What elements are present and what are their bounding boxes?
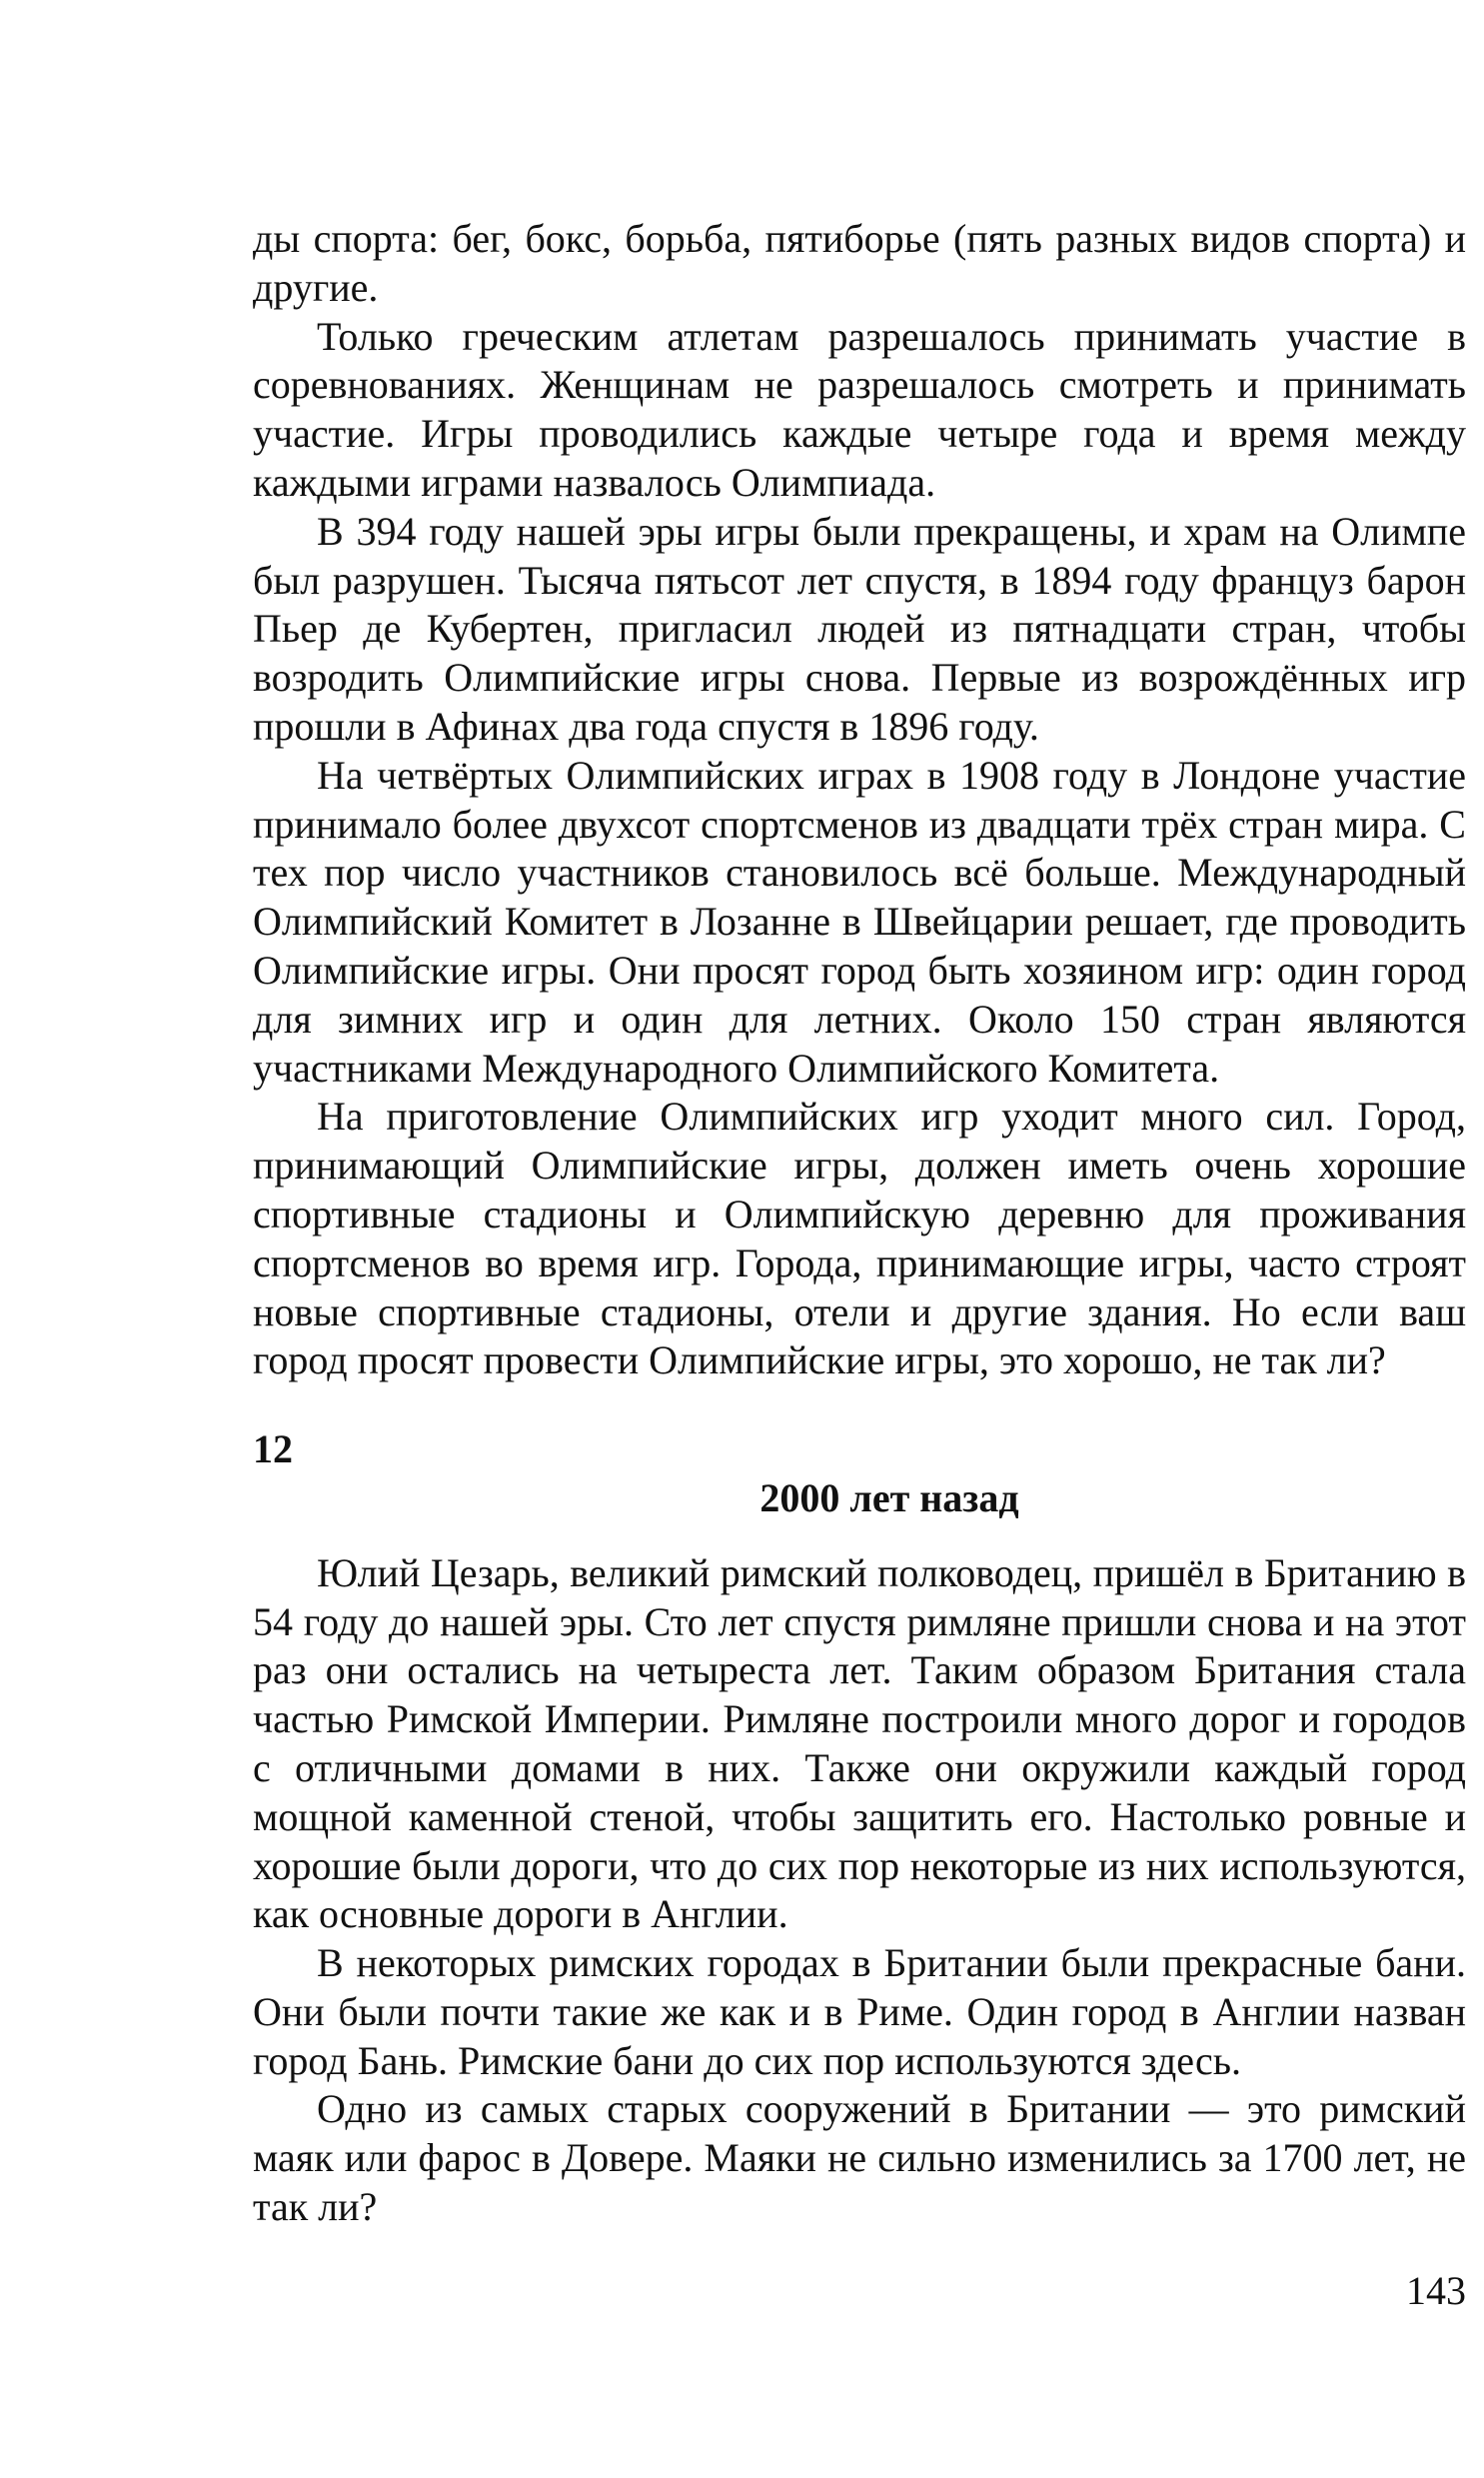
paragraph-greek-athletes: Только греческим атлетам разрешалось принимать участие в соревнованиях. Женщинам не разрешалось смотреть и принимать участие. Игры проводились каждые четыре года и время между каждыми играми назвалось Олимпиада. (253, 313, 1466, 505)
section-number: 12 (253, 1426, 293, 1472)
paragraph-lighthouse: Одно из самых старых сооружений в Британии — это римский маяк или фарос в Довере. Маяки не сильно изменились за 1700 лет, не так ли? (253, 2086, 1466, 2230)
page-number: 143 (1406, 2268, 1466, 2313)
paragraph-baths: В некоторых римских городах в Британии были прекрасные бани. Они были почти такие же как и в Риме. Один город в Англии назван город Бань. Римские бани до сих пор используются здесь. (253, 1940, 1466, 2083)
paragraph-caesar: Юлий Цезарь, великий римский полководец, пришёл в Британию в 54 году до нашей эры. Сто лет спустя римляне пришли снова и на этот раз они остались на четыреста лет. Таким образом Британия стала частью Римской Империи. Римляне построили много дорог и городов с отличными домами в них. Также они окружили каждый город мощной каменной стеной, чтобы защитить его. Настолько ровные и хорошие были дороги, что до сих пор некоторые из них используются, как основные дороги в Англии. (253, 1549, 1466, 1937)
paragraph-revival: В 394 году нашей эры игры были прекращены, и храм на Олимпе был разрушен. Тысяча пятьсот лет спустя, в 1894 году француз барон Пьер де Кубертен, пригласил людей из пятнадцати стран, чтобы возродить Олимпийские игры снова. Первые из возрождённых игр прошли в Афинах два года спустя в 1896 году. (253, 508, 1466, 749)
paragraph-continuation: ды спорта: бег, бокс, борьба, пятиборье (пять разных видов спорта) и другие. (253, 216, 1466, 310)
paragraph-preparation: На приготовление Олимпийских игр уходит много сил. Город, принимающий Олимпийские игры, должен иметь очень хорошие спортивные стадионы и Олимпийскую деревню для проживания спортсменов во время игр. Города, принимающие игры, часто строят новые спортивные стадионы, отели и другие здания. Но если ваш город просят провести Олимпийские игры, это хорошо, не так ли? (253, 1094, 1466, 1383)
page-body (253, 215, 1466, 2232)
paragraph-ioc: На четвёртых Олимпийских играх в 1908 году в Лондоне участие принимало более двухсот спортсменов из двадцати трёх стран мира. С тех пор число участников становилось всё больше. Международный Олимпийский Комитет в Лозанне в Швейцарии решает, где проводить Олимпийские игры. Они просят город быть хозяином игр: один город для зимних игр и один для летних. Около 150 стран являются участниками Международного Олимпийского Комитета. (253, 752, 1466, 1091)
section-title: 2000 лет назад (759, 1474, 1019, 1520)
